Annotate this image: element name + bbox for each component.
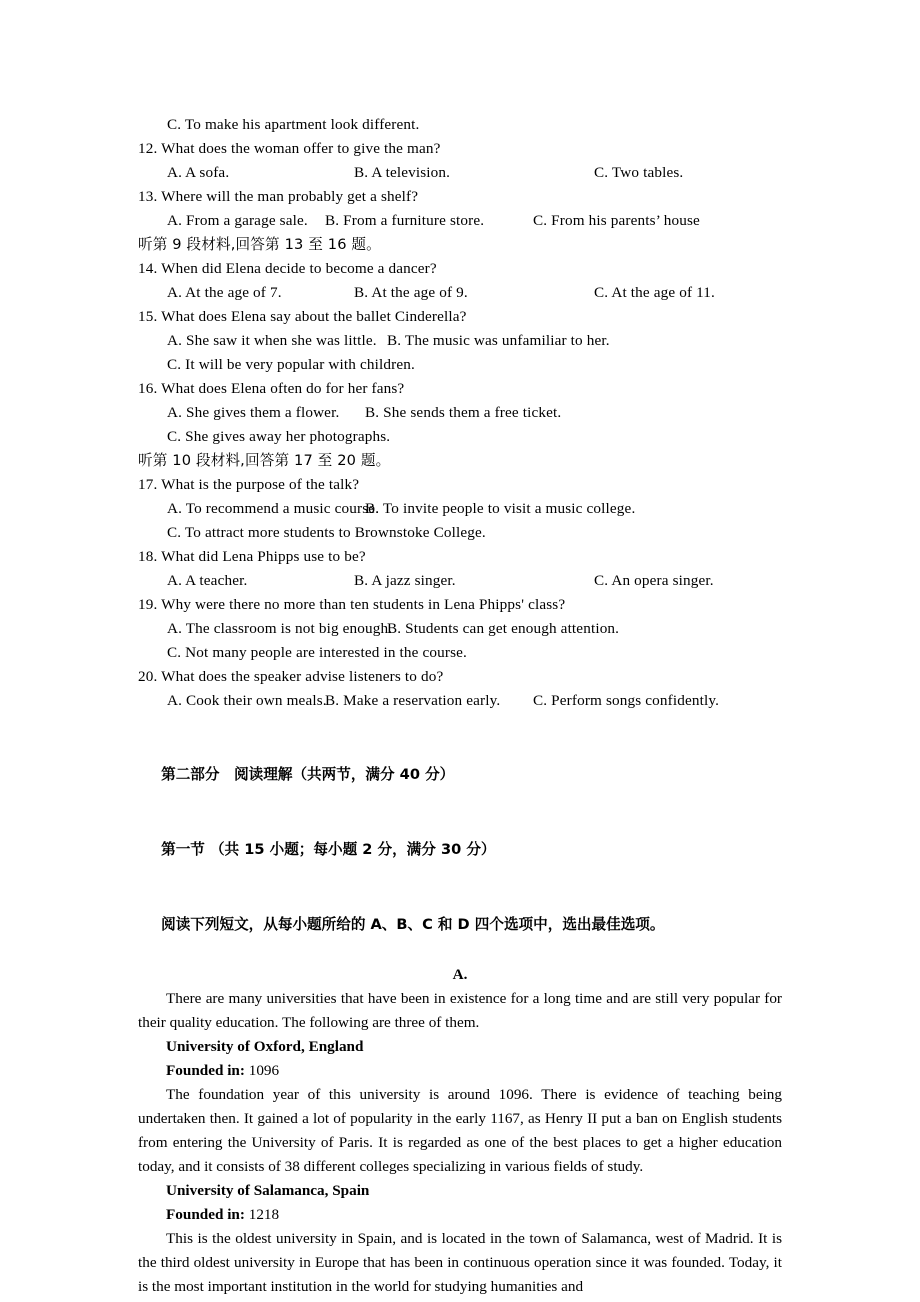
universities-list	[138, 1035, 782, 1299]
option-a: A. She saw it when she was little.	[167, 332, 377, 349]
founded-in-label: Founded in:	[166, 1062, 249, 1079]
option-a: A. Cook their own meals.	[167, 692, 327, 709]
directive-material-9	[138, 233, 782, 257]
founded-in-year: 1218	[248, 1206, 280, 1223]
q20-options	[138, 689, 782, 713]
q14-stem: 14. When did Elena decide to become a dancer?	[138, 260, 437, 277]
q17-option-c	[138, 521, 782, 545]
university-name: University of Oxford, England	[166, 1038, 364, 1055]
q12-options	[138, 161, 782, 185]
q16-options-ab	[138, 401, 782, 425]
q13-options	[138, 209, 782, 233]
option-b: B. From a furniture store.	[325, 212, 485, 229]
founded-in-label: Founded in:	[166, 1206, 249, 1223]
option-a: C. To make his apartment look different.	[167, 116, 420, 133]
founded-in-row	[138, 1059, 782, 1083]
option-a: C. Not many people are interested in the course.	[167, 644, 467, 661]
q11-option-c	[138, 113, 782, 137]
q18-stem: 18. What did Lena Phipps use to be?	[138, 548, 366, 565]
option-a: A. At the age of 7.	[167, 284, 282, 301]
option-b: B. Students can get enough attention.	[387, 620, 620, 637]
option-a: C. She gives away her photographs.	[167, 428, 391, 445]
part-two-heading: 第二部分 阅读理解（共两节，满分 40 分）	[161, 766, 455, 783]
q17-stem: 17. What is the purpose of the talk?	[138, 476, 360, 493]
option-b: B. She sends them a free ticket.	[365, 404, 562, 421]
option-c: C. Two tables.	[594, 164, 684, 181]
option-a: C. To attract more students to Brownstoke College.	[167, 524, 486, 541]
option-c: C. At the age of 11.	[594, 284, 716, 301]
q19-option-c	[138, 641, 782, 665]
university-description: This is the oldest university in Spain, and is located in the town of Salamanca, west of Madrid. It is the third oldest university in Europe that has been in continuous operation since it was founded. Today, it is the most important institution in the world for studying humanities and	[138, 1230, 782, 1295]
reading-instruction: 阅读下列短文，从每小题所给的 A、B、C 和 D 四个选项中，选出最佳选项。	[161, 916, 665, 933]
q15-options-ab	[138, 329, 782, 353]
option-b: B. Make a reservation early.	[325, 692, 501, 709]
option-c: C. From his parents’ house	[533, 212, 700, 229]
option-a: A. The classroom is not big enough.	[167, 620, 393, 637]
option-a: A. She gives them a flower.	[167, 404, 340, 421]
directive-material-10	[138, 449, 782, 473]
q14-options	[138, 281, 782, 305]
q20-stem: 20. What does the speaker advise listeners to do?	[138, 668, 444, 685]
q19-options-ab	[138, 617, 782, 641]
option-a: A. A teacher.	[167, 572, 248, 589]
q13-stem: 13. Where will the man probably get a shelf?	[138, 188, 419, 205]
option-c: C. Perform songs confidently.	[533, 692, 720, 709]
q16-stem: 16. What does Elena often do for her fans?	[138, 380, 405, 397]
chinese-directive-text: 听第 9 段材料,回答第 13 至 16 题。	[138, 236, 381, 253]
passage-label-a: A.	[452, 966, 468, 983]
option-b: B. The music was unfamiliar to her.	[387, 332, 610, 349]
q15-stem: 15. What does Elena say about the ballet Cinderella?	[138, 308, 467, 325]
section-one-heading: 第一节 （共 15 小题；每小题 2 分，满分 30 分）	[161, 841, 496, 858]
page-text-column	[138, 113, 782, 1299]
option-b: B. At the age of 9.	[354, 284, 468, 301]
option-b: B. To invite people to visit a music college.	[365, 500, 636, 517]
option-a: A. A sofa.	[167, 164, 230, 181]
chinese-directive-text: 听第 10 段材料,回答第 17 至 20 题。	[138, 452, 391, 469]
q19-stem: 19. Why were there no more than ten students in Lena Phipps' class?	[138, 596, 566, 613]
q17-options-ab	[138, 497, 782, 521]
listening-questions-block	[138, 113, 782, 713]
q18-options	[138, 569, 782, 593]
option-b: B. A television.	[354, 164, 451, 181]
section-gap	[138, 713, 782, 737]
university-name: University of Salamanca, Spain	[166, 1182, 370, 1199]
passage-intro-paragraph: There are many universities that have been in existence for a long time and are still very popular for their quality education. The following are three of them.	[138, 990, 782, 1031]
q12-stem: 12. What does the woman offer to give the man?	[138, 140, 441, 157]
option-a: C. It will be very popular with children.	[167, 356, 415, 373]
option-c: C. An opera singer.	[594, 572, 714, 589]
founded-in-year: 1096	[248, 1062, 280, 1079]
founded-in-row	[138, 1203, 782, 1227]
option-a: A. From a garage sale.	[167, 212, 308, 229]
q16-option-c	[138, 425, 782, 449]
university-description: The foundation year of this university is around 1096. There is evidence of teaching being undertaken then. It gained a lot of popularity in the early 1167, as Henry II put a ban on English students from entering the University of Paris. It is regarded as one of the best places to get a higher education today, and it consists of 38 different colleges specializing in various fields of study.	[138, 1086, 782, 1175]
option-b: B. A jazz singer.	[354, 572, 456, 589]
option-a: A. To recommend a music course.	[167, 500, 380, 517]
q15-option-c	[138, 353, 782, 377]
